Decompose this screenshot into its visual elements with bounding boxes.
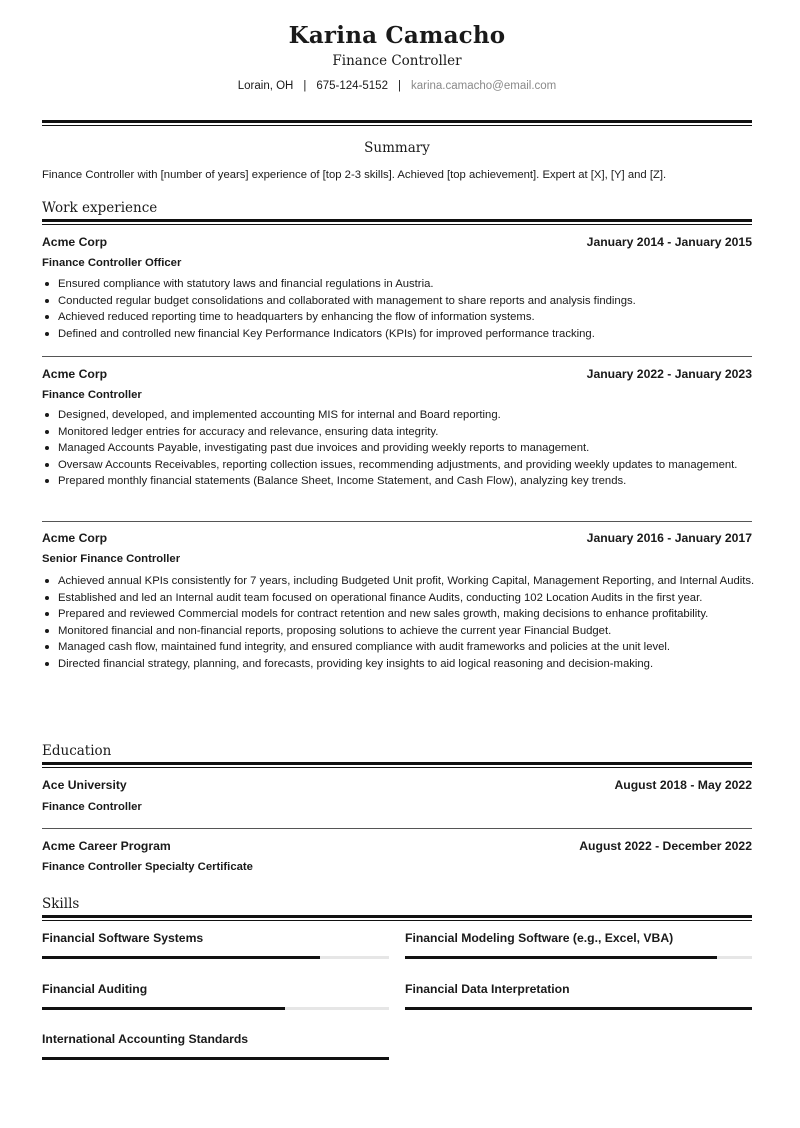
education-header bbox=[42, 839, 752, 853]
skill-name: Financial Software Systems bbox=[42, 931, 204, 945]
company-name: Acme Corp bbox=[42, 531, 108, 545]
list-item: Defined and controlled new financial Key Performance Indicators (KPIs) for improved performance tracking. bbox=[58, 326, 758, 343]
skill-bar-fill bbox=[405, 956, 717, 959]
job-role: Finance Controller Officer bbox=[42, 257, 182, 269]
company-name: Acme Corp bbox=[42, 367, 108, 381]
company-name: Acme Corp bbox=[42, 235, 108, 249]
work-experience-heading: Work experience bbox=[42, 200, 158, 216]
list-item: Prepared monthly financial statements (Balance Sheet, Income Statement, and Cash Flow), analyzing key trends. bbox=[58, 473, 758, 490]
job-dates: January 2022 - January 2023 bbox=[586, 367, 752, 381]
list-item: Established and led an Internal audit team focused on operational finance Audits, conducting 102 Location Audits in the first year. bbox=[58, 590, 758, 607]
list-item: Achieved annual KPIs consistently for 7 years, including Budgeted Unit profit, Working Capital, Management Reporting, and Internal Audits. bbox=[58, 573, 758, 590]
job-bullets bbox=[42, 276, 758, 342]
skill-item bbox=[42, 982, 389, 996]
job-header bbox=[42, 531, 752, 545]
list-item: Managed cash flow, maintained fund integrity, and ensured compliance with audit frameworks and policies at the unit level. bbox=[58, 639, 758, 656]
skill-bar-track bbox=[42, 1007, 389, 1010]
summary-text: Finance Controller with [number of years] experience of [top 2-3 skills]. Achieved [top achievement]. Expert at [X], [Y] and [Z]. bbox=[42, 169, 667, 181]
summary-heading: Summary bbox=[364, 140, 430, 156]
education-header bbox=[42, 778, 752, 792]
degree: Finance Controller Specialty Certificate bbox=[42, 861, 253, 873]
list-item: Directed financial strategy, planning, and forecasts, providing key insights to aid logical reasoning and decision-making. bbox=[58, 656, 758, 673]
school-name: Acme Career Program bbox=[42, 839, 171, 853]
school-name: Ace University bbox=[42, 778, 127, 792]
education-divider bbox=[42, 828, 752, 829]
header-divider bbox=[42, 120, 752, 126]
skill-name: Financial Modeling Software (e.g., Excel, VBA) bbox=[405, 931, 674, 945]
contact-line bbox=[42, 80, 752, 92]
skill-bar-track bbox=[405, 956, 752, 959]
skill-bar-fill bbox=[42, 956, 320, 959]
degree: Finance Controller bbox=[42, 801, 142, 813]
job-divider bbox=[42, 521, 752, 522]
list-item: Ensured compliance with statutory laws and financial regulations in Austria. bbox=[58, 276, 758, 293]
list-item: Conducted regular budget consolidations and collaborated with management to share reports and analysis findings. bbox=[58, 293, 758, 310]
job-bullets bbox=[42, 573, 758, 673]
education-heading: Education bbox=[42, 743, 112, 759]
location: Lorain, OH bbox=[237, 80, 294, 92]
phone: 675-124-5152 bbox=[316, 80, 388, 92]
list-item: Achieved reduced reporting time to headquarters by enhancing the flow of information systems. bbox=[58, 309, 758, 326]
candidate-name: Karina Camacho bbox=[288, 22, 506, 49]
skill-bar-fill bbox=[405, 1007, 752, 1010]
candidate-title: Finance Controller bbox=[332, 53, 462, 69]
list-item: Oversaw Accounts Receivables, reporting collection issues, recommending adjustments, and providing weekly updates to management. bbox=[58, 457, 758, 474]
education-dates: August 2022 - December 2022 bbox=[579, 839, 752, 853]
skills-heading: Skills bbox=[42, 896, 80, 912]
skill-item bbox=[405, 931, 752, 945]
email-link[interactable]: karina.camacho@email.com bbox=[410, 80, 557, 92]
job-role: Senior Finance Controller bbox=[42, 553, 181, 565]
job-dates: January 2016 - January 2017 bbox=[586, 531, 752, 545]
list-item: Monitored financial and non-financial reports, proposing solutions to achieve the current year Financial Budget. bbox=[58, 623, 758, 640]
skill-name: Financial Data Interpretation bbox=[405, 982, 570, 996]
skill-bar-fill bbox=[42, 1057, 389, 1060]
job-role: Finance Controller bbox=[42, 389, 142, 401]
job-divider bbox=[42, 356, 752, 357]
skill-name: Financial Auditing bbox=[42, 982, 148, 996]
skill-bar-track bbox=[42, 956, 389, 959]
job-header bbox=[42, 235, 752, 249]
skill-item bbox=[42, 931, 389, 945]
job-header bbox=[42, 367, 752, 381]
skill-bar-track bbox=[42, 1057, 389, 1060]
separator: | bbox=[303, 80, 307, 92]
job-bullets bbox=[42, 407, 758, 490]
skill-bar-fill bbox=[42, 1007, 285, 1010]
skill-item bbox=[405, 982, 752, 996]
list-item: Designed, developed, and implemented accounting MIS for internal and Board reporting. bbox=[58, 407, 758, 424]
skill-item bbox=[42, 1032, 389, 1046]
education-dates: August 2018 - May 2022 bbox=[614, 778, 752, 792]
section-divider bbox=[42, 762, 752, 768]
section-divider bbox=[42, 915, 752, 921]
skill-bar-track bbox=[405, 1007, 752, 1010]
job-dates: January 2014 - January 2015 bbox=[586, 235, 752, 249]
separator: | bbox=[397, 80, 401, 92]
list-item: Monitored ledger entries for accuracy and relevance, ensuring data integrity. bbox=[58, 424, 758, 441]
skill-name: International Accounting Standards bbox=[42, 1032, 249, 1046]
list-item: Managed Accounts Payable, investigating past due invoices and providing weekly reports to management. bbox=[58, 440, 758, 457]
section-divider bbox=[42, 219, 752, 225]
list-item: Prepared and reviewed Commercial models for contract retention and new sales growth, making decisions to enhance profitability. bbox=[58, 606, 758, 623]
